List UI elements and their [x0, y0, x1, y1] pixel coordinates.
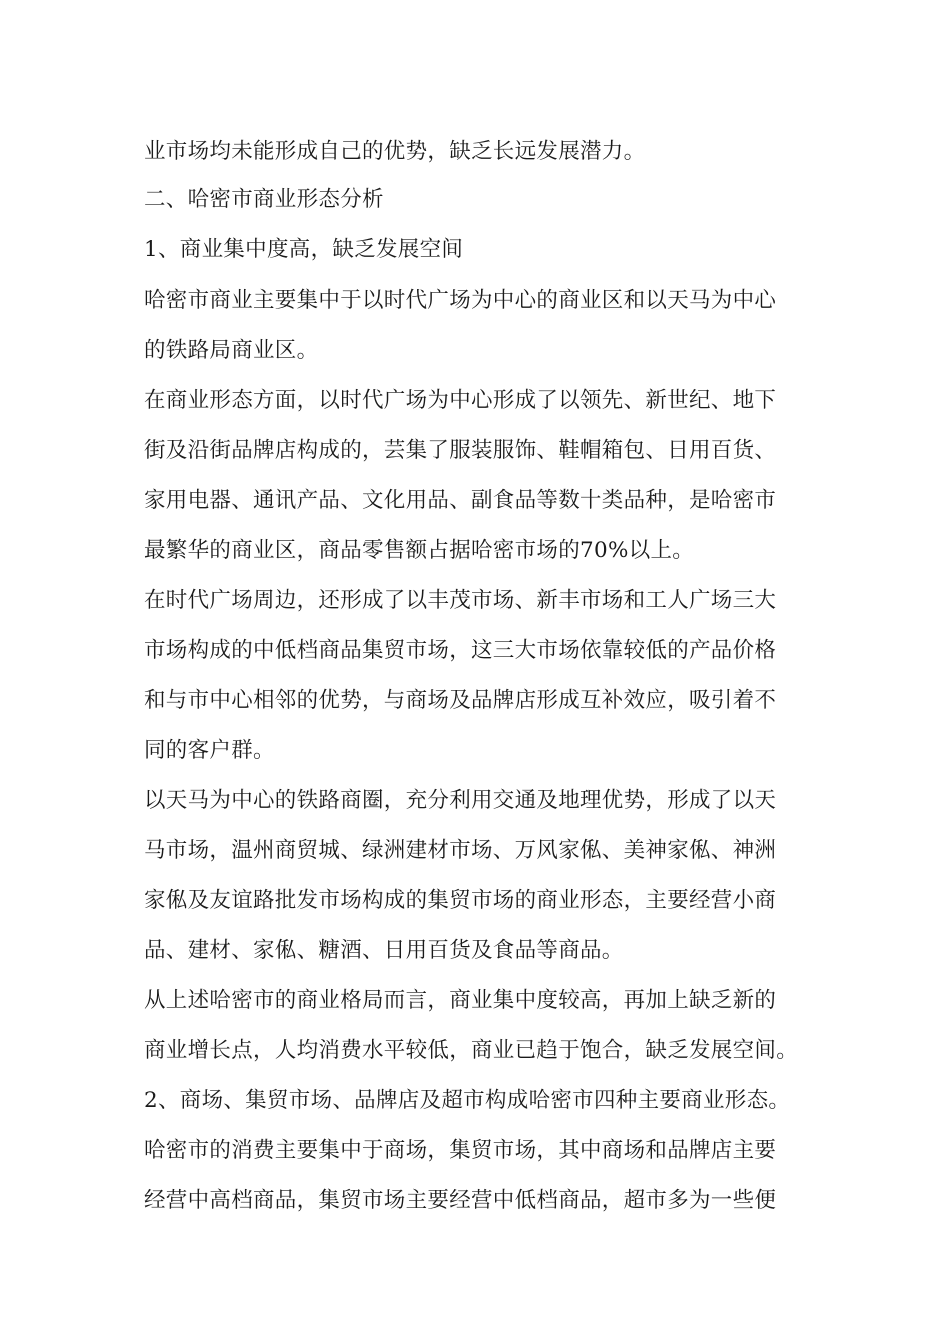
text-line: 的铁路局商业区。 [144, 338, 319, 363]
text-line: 哈密市商业主要集中于以时代广场为中心的商业区和以天马为中心 [144, 288, 777, 313]
text-line: 家用电器、通讯产品、文化用品、副食品等数十类品种，是哈密市 [144, 488, 777, 513]
subsection-heading: 1、商业集中度高，缺乏发展空间 [144, 237, 464, 262]
text-line: 街及沿街品牌店构成的，芸集了服装服饰、鞋帽箱包、日用百货、 [144, 438, 777, 463]
text-line: 品、建材、家俬、糖酒、日用百货及食品等商品。 [144, 938, 624, 963]
text-line: 家俬及友谊路批发市场构成的集贸市场的商业形态，主要经营小商 [144, 888, 777, 913]
text-line: 经营中高档商品，集贸市场主要经营中低档商品，超市多为一些便 [144, 1188, 777, 1213]
text-line: 马市场，温州商贸城、绿洲建材市场、万风家俬、美神家俬、神洲 [144, 838, 777, 863]
text-line: 哈密市的消费主要集中于商场，集贸市场，其中商场和品牌店主要 [144, 1138, 777, 1163]
text-line: 市场构成的中低档商品集贸市场，这三大市场依靠较低的产品价格 [144, 638, 777, 663]
text-line: 业市场均未能形成自己的优势，缺乏长远发展潜力。 [144, 139, 646, 164]
text-line: 以天马为中心的铁路商圈，充分利用交通及地理优势，形成了以天 [144, 788, 777, 813]
text-line: 和与市中心相邻的优势，与商场及品牌店形成互补效应，吸引着不 [144, 688, 777, 713]
text-line: 在时代广场周边，还形成了以丰茂市场、新丰市场和工人广场三大 [144, 588, 777, 613]
text-line: 从上述哈密市的商业格局而言，商业集中度较高，再加上缺乏新的 [144, 988, 777, 1013]
subsection-heading: 2、商场、集贸市场、品牌店及超市构成哈密市四种主要商业形态。 [144, 1088, 791, 1113]
text-line: 商业增长点，人均消费水平较低，商业已趋于饱合，缺乏发展空间。 [144, 1038, 799, 1063]
text-line: 同的客户群。 [144, 738, 275, 763]
text-line: 在商业形态方面，以时代广场为中心形成了以领先、新世纪、地下 [144, 388, 777, 413]
section-heading: 二、哈密市商业形态分析 [144, 187, 384, 212]
text-line: 最繁华的商业区，商品零售额占据哈密市场的70%以上。 [144, 538, 695, 563]
